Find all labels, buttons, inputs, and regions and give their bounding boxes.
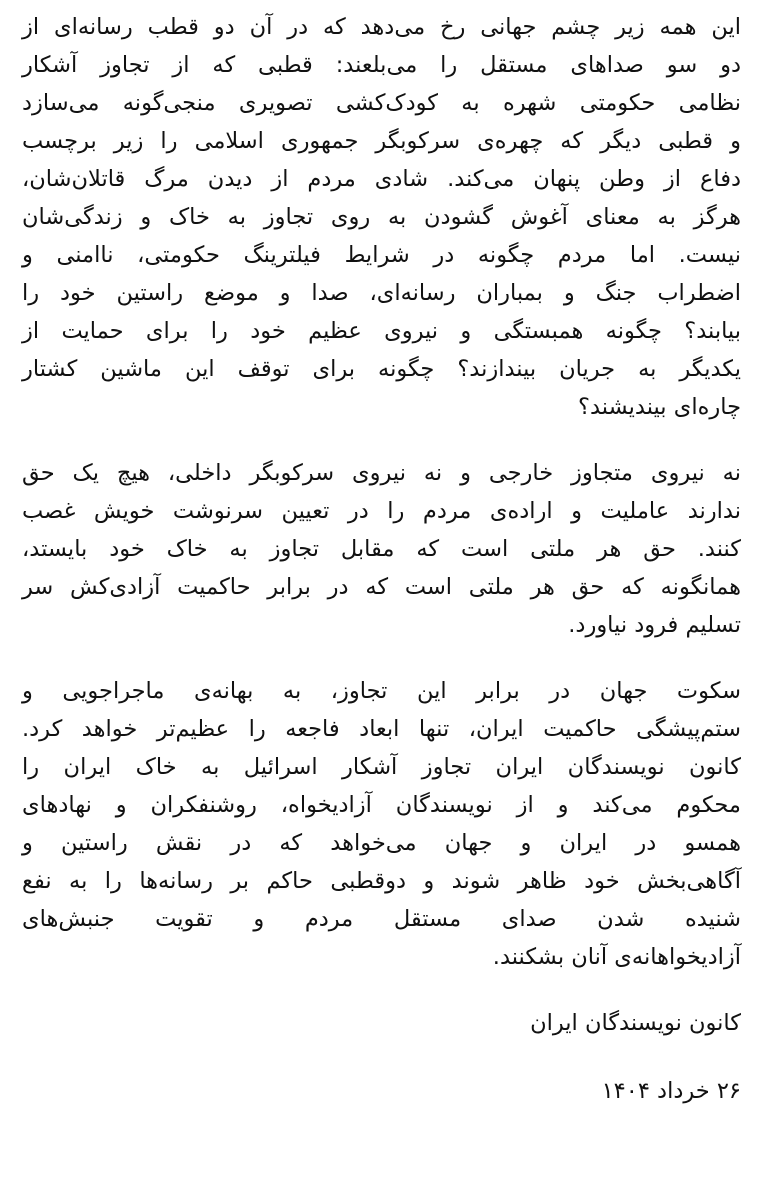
text-line: محکوم می‌کند و از نویسندگان آزادیخواه، روشنفکران و نهادهای	[22, 792, 741, 818]
text-line: هرگز به معنای آغوش گشودن به روی تجاوز به خاک و زندگی‌شان	[22, 204, 741, 230]
text-line: ندارند عاملیت و اراده‌ی مردم را در تعیین سرنوشت خویش غصب	[22, 498, 741, 524]
text-line: اضطراب جنگ و بمباران رسانه‌ای، صدا و موضع راستین خود را	[22, 280, 741, 306]
text-line: کانون نویسندگان ایران تجاوز آشکار اسرائیل به خاک ایران را	[22, 754, 741, 780]
text-line: سکوت جهان در برابر این تجاوز، به بهانه‌ی ماجراجویی و	[22, 678, 741, 704]
text-line: تسلیم فرود نیاورد.	[568, 612, 741, 638]
text-line: کنند. حق هر ملتی است که مقابل تجاوز به خاک خود بایستد،	[22, 536, 741, 562]
text-line: این همه زیر چشم جهانی رخ می‌دهد که در آن دو قطب رسانه‌ای از	[22, 14, 741, 40]
text-line: نیست. اما مردم چگونه در شرایط فیلترینگ حکومتی، ناامنی و	[22, 242, 741, 268]
text-line: ستم‌پیشگی حاکمیت ایران، تنها ابعاد فاجعه را عظیم‌تر خواهد کرد.	[22, 716, 741, 742]
text-line: و قطبی دیگر که چهره‌ی سرکوبگر جمهوری اسلامی را زیر برچسب	[22, 128, 741, 154]
signature-text: کانون نویسندگان ایران	[530, 1010, 741, 1036]
text-line: چاره‌ای بیندیشند؟	[578, 394, 741, 420]
statement-paragraph-2	[22, 454, 741, 644]
statement-date	[22, 1072, 741, 1110]
text-line: آگاهی‌بخش خود ظاهر شوند و دوقطبی حاکم بر رسانه‌ها را به نفع	[22, 868, 741, 894]
text-line: آزادیخواهانه‌ی آنان بشکنند.	[492, 944, 741, 970]
text-line: دو سو صداهای مستقل را می‌بلعند: قطبی که از تجاوز آشکار	[22, 52, 741, 78]
date-text: ۲۶ خرداد ۱۴۰۴	[601, 1078, 741, 1104]
text-line: شنیده شدن صدای مستقل مردم و تقویت جنبش‌های	[22, 906, 741, 932]
text-line: همسو در ایران و جهان می‌خواهد که در نقش راستین و	[22, 830, 741, 856]
text-line: نظامی حکومتی شهره به کودک‌کشی تصویری منجی‌گونه می‌سازد	[22, 90, 741, 116]
text-line: نه نیروی متجاوز خارجی و نه نیروی سرکوبگر داخلی، هیچ یک حق	[22, 460, 741, 486]
text-line: بیابند؟ چگونه همبستگی و نیروی عظیم خود را برای حمایت از	[22, 318, 741, 344]
text-line: دفاع از وطن پنهان می‌کند. شادی مردم از دیدن مرگ قاتلان‌شان،	[22, 166, 741, 192]
text-line: همانگونه که حق هر ملتی است که در برابر حاکمیت آزادی‌کش سر	[22, 574, 741, 600]
statement-paragraph-1	[22, 8, 741, 426]
signature	[22, 1004, 741, 1042]
statement-paragraph-3	[22, 672, 741, 976]
text-line: یکدیگر به جریان بیندازند؟ چگونه برای توقف این ماشین کشتار	[22, 356, 741, 382]
